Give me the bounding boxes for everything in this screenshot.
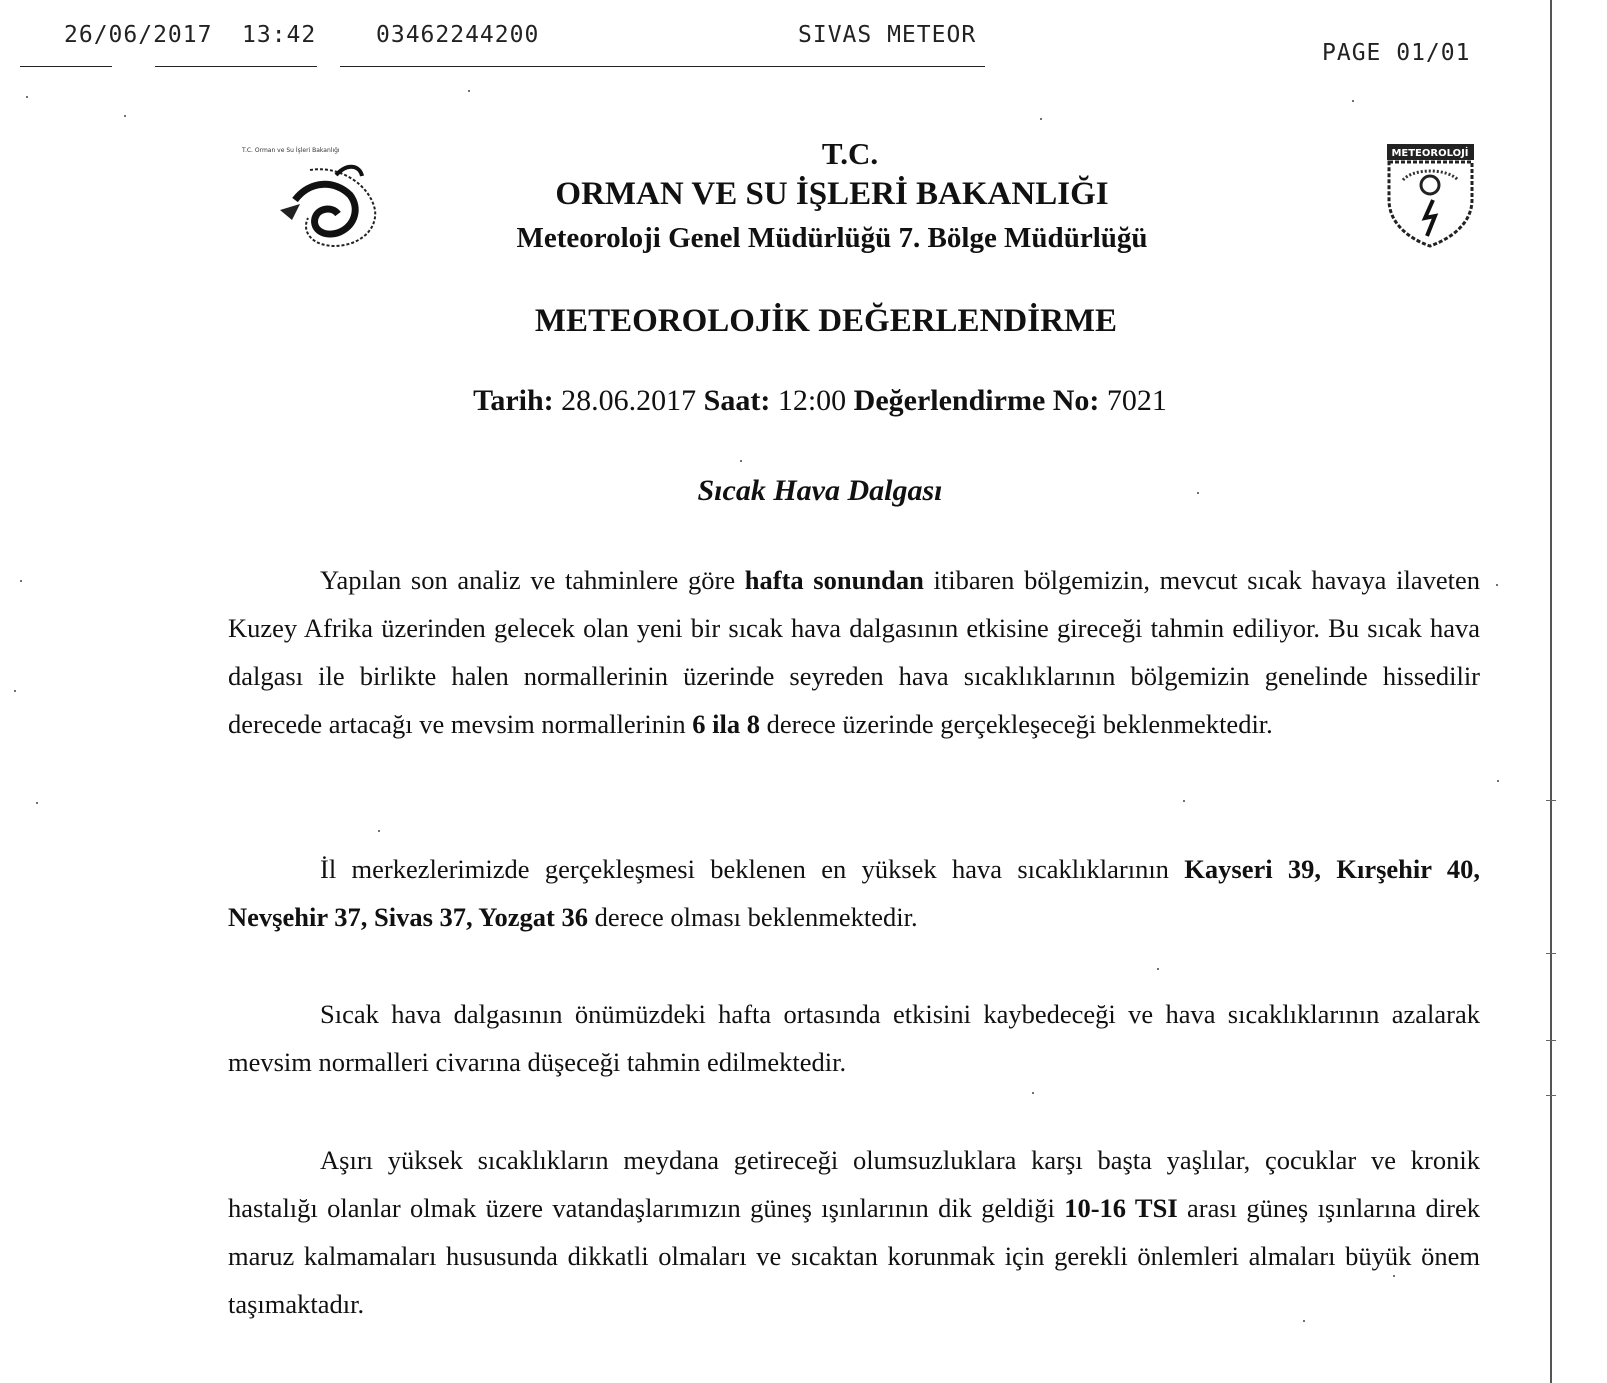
- fax-underline: [20, 66, 112, 67]
- document-title: METEOROLOJİK DEĞERLENDİRME: [534, 303, 1118, 339]
- number-label: Değerlendirme No:: [853, 384, 1100, 417]
- time-label: Saat:: [703, 384, 771, 417]
- text-emphasis: hafta sonundan: [744, 565, 924, 595]
- scan-speck: [1352, 100, 1354, 102]
- scan-speck: [1303, 1320, 1305, 1322]
- text-run: Sıcak hava dalgasının önümüzdeki hafta ortasında etkisini kaybedeceği ve hava sıcaklıklarının azalarak mevsim normalleri civarına düşeceği tahmin edilmektedir.: [228, 999, 1480, 1077]
- date-label: Tarih:: [473, 384, 554, 417]
- scan-speck: [1497, 780, 1499, 782]
- scan-speck: [468, 90, 470, 92]
- scan-edge-mark: [1546, 1095, 1556, 1096]
- text-emphasis: 6 ila 8: [692, 709, 761, 739]
- text-run: Yapılan son analiz ve tahminlere göre: [320, 565, 745, 595]
- scan-speck: [378, 830, 380, 832]
- scan-speck: [14, 690, 16, 692]
- header-tc: T.C.: [821, 136, 879, 171]
- fax-underline: [340, 66, 985, 67]
- text-run: itibaren bölgemizin, mevcut sıcak havaya ilaveten Kuzey Afrika üzerinden gelecek olan yeni bir sıcak hava dalgasının etkisine gireceği tahmin ediliyor. Bu sıcak hava dalgası ile birlikte halen normallerinin üzerinde seyreden hava sıcaklıklarının bölgemizin genelinde hissedilir derecede artacağı ve mevsim normallerinin: [228, 565, 1480, 739]
- scan-edge: [1550, 0, 1552, 1383]
- fax-date: 26/06/2017: [64, 22, 213, 48]
- scan-speck: [1197, 492, 1199, 494]
- scan-speck: [1040, 118, 1042, 120]
- paragraph-city-temperatures: [228, 845, 1480, 941]
- text-emphasis: 10-16 TSI: [1064, 1193, 1178, 1223]
- paragraph-forecast: [228, 556, 1480, 748]
- text-run: arası güneş ışınlarına direk maruz kalmamaları hususunda dikkatli olmaları ve sıcaktan korunmak için gerekli önlemleri almaları büyük önem taşımaktadır.: [228, 1193, 1480, 1319]
- directorate-name: Meteoroloji Genel Müdürlüğü 7. Bölge Müdürlüğü: [516, 222, 1148, 254]
- scan-edge-mark: [1546, 1040, 1556, 1041]
- scan-edge-mark: [1546, 953, 1556, 954]
- text-run: Aşırı yüksek sıcaklıkların meydana getireceği olumsuzluklara karşı başta yaşlılar, çocuklar ve kronik hastalığı olanlar olmak üzere vatandaşlarımızın güneş ışınlarının dik geldiği: [228, 1145, 1480, 1223]
- text-run: İl merkezlerimizde gerçekleşmesi beklenen en yüksek hava sıcaklıklarının: [320, 854, 1185, 884]
- scan-speck: [26, 96, 28, 98]
- fax-phone: 03462244200: [376, 22, 540, 48]
- fax-time: 13:42: [242, 22, 317, 48]
- paragraph-warning: [228, 1136, 1480, 1328]
- scan-edge-mark: [1546, 800, 1556, 801]
- text-run: derece üzerinde gerçekleşeceği beklenmektedir.: [760, 709, 1273, 739]
- scan-speck: [1393, 1275, 1395, 1277]
- logo-right-text: METEOROLOJİ: [1391, 148, 1469, 159]
- text-emphasis: Kayseri 39, Kırşehir 40, Nevşehir 37, Sivas 37, Yozgat 36: [228, 854, 1480, 932]
- time-value: 12:00: [777, 384, 847, 417]
- scan-speck: [20, 580, 22, 582]
- scan-speck: [1496, 584, 1498, 586]
- scan-speck: [1157, 968, 1159, 970]
- scan-speck: [1183, 800, 1185, 802]
- scan-speck: [36, 802, 38, 804]
- ministry-name: ORMAN VE SU İŞLERİ BAKANLIĞI: [555, 176, 1109, 212]
- fax-page-number: PAGE 01/01: [1322, 40, 1471, 66]
- fax-station: SIVAS METEOR: [798, 22, 977, 48]
- paragraph-outlook: [228, 990, 1480, 1086]
- date-value: 28.06.2017: [561, 384, 697, 417]
- scan-speck: [1032, 1092, 1034, 1094]
- text-run: derece olması beklenmektedir.: [587, 902, 918, 932]
- scan-speck: [740, 460, 742, 462]
- fax-underline: [155, 66, 317, 67]
- number-value: 7021: [1106, 384, 1167, 417]
- scan-speck: [124, 115, 126, 117]
- document-meta: [40, 384, 1600, 418]
- document-subject: Sıcak Hava Dalgası: [697, 474, 943, 507]
- logo-left-text: T.C. Orman ve Su İşleri Bakanlığı: [242, 147, 340, 154]
